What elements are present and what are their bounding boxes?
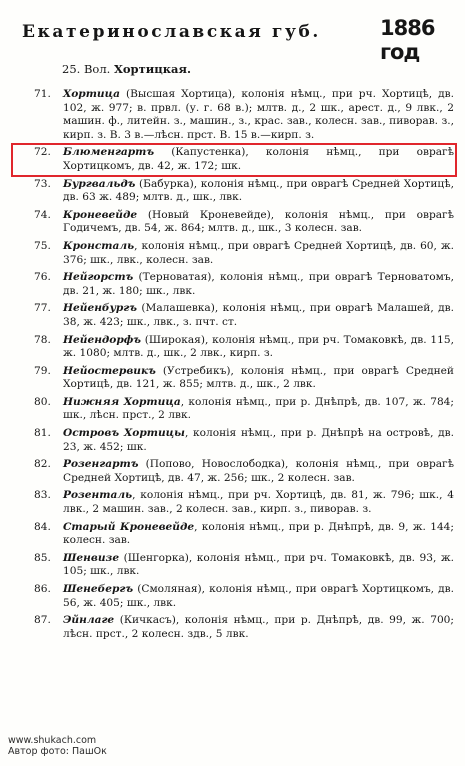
entry-number: 87.	[34, 614, 51, 627]
year-stamp: 1886 год	[380, 16, 435, 64]
entry-text: , колонія нѣмц., при рч. Хортицѣ, дв. 81, ж. 796; шк., 4 лвк., 2 машин. зав., 2 колесн. зав., кирп. з., пиворав. з.	[63, 489, 454, 516]
entry-number: 75.	[34, 239, 51, 252]
running-title: Екатеринославская губ.	[22, 22, 321, 42]
entry-list	[14, 88, 454, 645]
entry-number: 73.	[34, 177, 51, 190]
site-watermark: www.shukach.com	[8, 735, 97, 746]
entry-text: , колонія нѣмц., при р. Днѣпрѣ на островѣ, дв. 23, ж. 452; шк.	[63, 427, 454, 453]
author-credit: Автор фото: ПашОк	[8, 746, 107, 757]
entry-number: 81.	[34, 427, 51, 440]
entry-name: Нейгорстъ	[63, 271, 134, 284]
entry-text: (Шенгорка), колонія нѣмц., при рч. Томаковкѣ, дв. 93, ж. 105; шк., лвк.	[63, 551, 454, 578]
volost-name: Хортицкая.	[113, 62, 191, 76]
entry-text: , колонія нѣмц., при р. Днѣпрѣ, дв. 9, ж. 144; колесн. зав.	[63, 520, 454, 547]
list-item	[14, 458, 454, 485]
entry-text: , колонія нѣмц., при оврагѣ Средней Хортицѣ, дв. 60, ж. 376; шк., лвк., колесн. зав.	[63, 239, 454, 266]
entry-text: (Кичкасъ), колонія нѣмц., при р. Днѣпрѣ, дв. 99, ж. 700; лѣсн. прст., 2 колесн. здв., 5 лвк.	[63, 614, 454, 640]
volost-prefix: Вол.	[83, 62, 111, 76]
list-item	[14, 240, 454, 267]
entry-name: Нижняя Хортица	[63, 395, 181, 408]
entry-name: Шенвизе	[63, 551, 120, 564]
entry-number: 77.	[34, 302, 51, 315]
entry-text: (Устребикъ), колонія нѣмц., при оврагѣ Средней Хортицѣ, дв. 121, ж. 855; млтв. д., шк., 2 лвк.	[63, 364, 454, 391]
list-item	[14, 614, 454, 641]
entry-name: Нейендорфъ	[63, 333, 142, 346]
list-item	[14, 521, 454, 548]
entry-number: 74.	[34, 208, 51, 221]
entry-number: 79.	[34, 364, 51, 377]
entry-text: (Высшая Хортица), колонія нѣмц., при рч. Хортицѣ, дв. 102, ж. 977; в. првл. (у. г. 68 в.); млтв. д., 2 шк., арест. д., 9 лвк., 2 машин. ф., литейн. з., машин., з., крас. зав., колесн. зав., пиворав. з., кирп. з. В. 3 в.—лѣсн. прст. В. 15 в.—кирп. з.	[63, 88, 454, 141]
entry-name: Старый Кроневейде	[63, 520, 195, 533]
list-item	[14, 427, 454, 454]
entry-number: 78.	[34, 333, 51, 346]
entry-name: Кроневейде	[63, 208, 138, 221]
entry-number: 84.	[34, 520, 51, 533]
entry-name: Розенталь	[63, 489, 133, 502]
list-item	[14, 583, 454, 610]
entry-name: Шенебергъ	[63, 583, 134, 595]
entry-name: Розенгартъ	[63, 458, 139, 471]
entry-text: (Малашевка), колонія нѣмц., при оврагѣ Малашей, дв. 38, ж. 423; шк., лвк., з. пчт. ст.	[63, 302, 454, 328]
entry-number: 71.	[34, 88, 51, 100]
photo-credit	[8, 735, 107, 757]
volost-heading	[62, 62, 191, 76]
entry-name: Блюменгартъ	[63, 146, 155, 159]
entry-name: Нейостервикъ	[63, 364, 156, 377]
entry-text: (Терноватая), колонія нѣмц., при оврагѣ Терноватомъ, дв. 21, ж. 180; шк., лвк.	[63, 271, 454, 297]
list-item	[14, 489, 454, 516]
entry-name: Нейенбургъ	[63, 302, 137, 315]
page-header	[22, 12, 462, 64]
highlighted-entry	[14, 146, 454, 173]
entry-text: , колонія нѣмц., при р. Днѣпрѣ, дв. 107, ж. 784; шк., лѣсн. прст., 2 лвк.	[63, 395, 454, 422]
list-item	[14, 552, 454, 579]
entry-number: 82.	[34, 458, 51, 471]
entry-text: (Капустенка), колонія нѣмц., при оврагѣ Хортицкомъ, дв. 42, ж. 172; шк.	[63, 146, 454, 172]
list-item	[14, 88, 454, 142]
list-item	[14, 271, 454, 298]
entry-number: 76.	[34, 271, 51, 284]
entry-number: 72.	[34, 146, 51, 159]
entry-text: (Новый Кроневейде), колонія нѣмц., при оврагѣ Годичемъ, дв. 54, ж. 864; млтв. д., шк., 3 колесн. зав.	[63, 208, 454, 235]
list-item	[14, 302, 454, 329]
list-item	[14, 334, 454, 361]
list-item	[14, 365, 454, 392]
entry-name: Хортица	[63, 88, 120, 100]
entry-text: (Бабурка), колонія нѣмц., при оврагѣ Средней Хортицѣ, дв. 63 ж. 489; млтв. д., шк., лвк.	[63, 177, 454, 204]
entry-name: Бургвальдъ	[63, 177, 136, 190]
volost-number: 25.	[62, 62, 81, 76]
entry-text: (Попово, Новослободка), колонія нѣмц., при оврагѣ Средней Хортицѣ, дв. 47, ж. 256; шк., 2 колесн. зав.	[63, 458, 454, 484]
entry-number: 86.	[34, 583, 51, 595]
list-item	[14, 396, 454, 423]
entry-text: (Широкая), колонія нѣмц., при рч. Томаковкѣ, дв. 115, ж. 1080; млтв. д., шк., 2 лвк., кирп. з.	[63, 333, 454, 360]
entry-number: 80.	[34, 395, 51, 408]
list-item	[14, 178, 454, 205]
list-item	[14, 209, 454, 236]
entry-number: 85.	[34, 551, 51, 564]
entry-name: Эйнлаге	[63, 614, 115, 627]
entry-name: Островъ Хортицы	[63, 427, 185, 440]
entry-number: 83.	[34, 489, 51, 502]
entry-name: Кронсталь	[63, 239, 135, 252]
entry-text: (Смоляная), колонія нѣмц., при оврагѣ Хортицкомъ, дв. 56, ж. 405; шк., лвк.	[63, 583, 454, 609]
